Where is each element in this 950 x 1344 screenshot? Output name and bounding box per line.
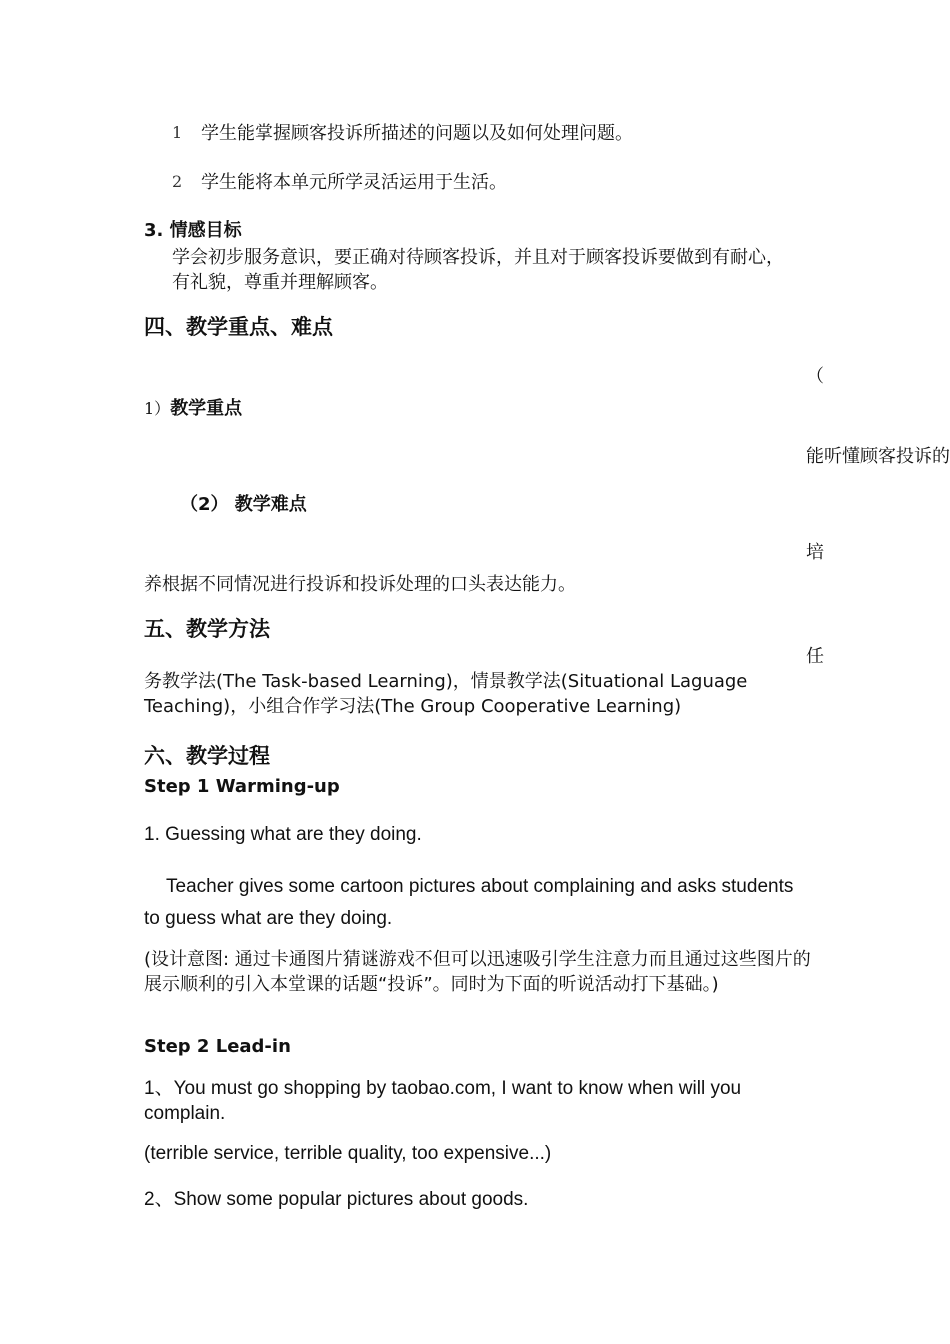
- goal-text: 学生能将本单元所学灵活运用于生活。: [201, 172, 507, 193]
- method-text: 务教学法(The Task-based Learning)，情景教学法(Situational Laguage: [144, 671, 748, 692]
- design-note: (设计意图: 通过卡通图片猜谜游戏不但可以迅速吸引学生注意力而且通过这些图片的展示顺利的引入本堂课的话题“投诉”。同时为下面的听说活动打下基础。): [144, 949, 811, 995]
- method-char: 任: [806, 646, 824, 667]
- key-text: 能听懂顾客投诉的: [806, 446, 950, 467]
- diff-text: 养根据不同情况进行投诉和投诉处理的口头表达能力。: [144, 574, 576, 595]
- step-heading: Step 2 Lead-in: [144, 1036, 291, 1057]
- paragraph: Teacher gives some cartoon pictures about complaining and asks students to guess what are they doing.: [144, 876, 794, 929]
- paren-char: （: [806, 366, 824, 387]
- emotion-text: 有礼貌，尊重并理解顾客。: [172, 272, 388, 293]
- diff-label: （2） 教学难点: [180, 494, 307, 515]
- method-text: Teaching)，小组合作学习法(The Group Cooperative Learning): [144, 696, 682, 717]
- section-title: 六、教学过程: [144, 744, 270, 768]
- diff-char: 培: [806, 542, 824, 563]
- list-item: 1. Guessing what are they doing.: [144, 824, 422, 845]
- list-number: 2: [172, 172, 183, 191]
- key-label: 1）教学重点: [144, 398, 243, 419]
- paragraph: (terrible service, terrible quality, too expensive...): [144, 1143, 552, 1164]
- paragraph: 2、Show some popular pictures about goods.: [144, 1189, 529, 1210]
- emotion-title: 3. 情感目标: [144, 220, 242, 241]
- paragraph: 1、You must go shopping by taobao.com, I want to know when will you complain.: [144, 1078, 742, 1124]
- emotion-text: 学会初步服务意识，要正确对待顾客投诉，并且对于顾客投诉要做到有耐心，: [172, 247, 784, 268]
- goal-text: 学生能掌握顾客投诉所描述的问题以及如何处理问题。: [201, 123, 633, 144]
- section-title: 五、教学方法: [144, 617, 270, 641]
- step-heading: Step 1 Warming-up: [144, 776, 340, 797]
- list-number: 1: [172, 123, 183, 142]
- section-title: 四、教学重点、难点: [144, 315, 333, 339]
